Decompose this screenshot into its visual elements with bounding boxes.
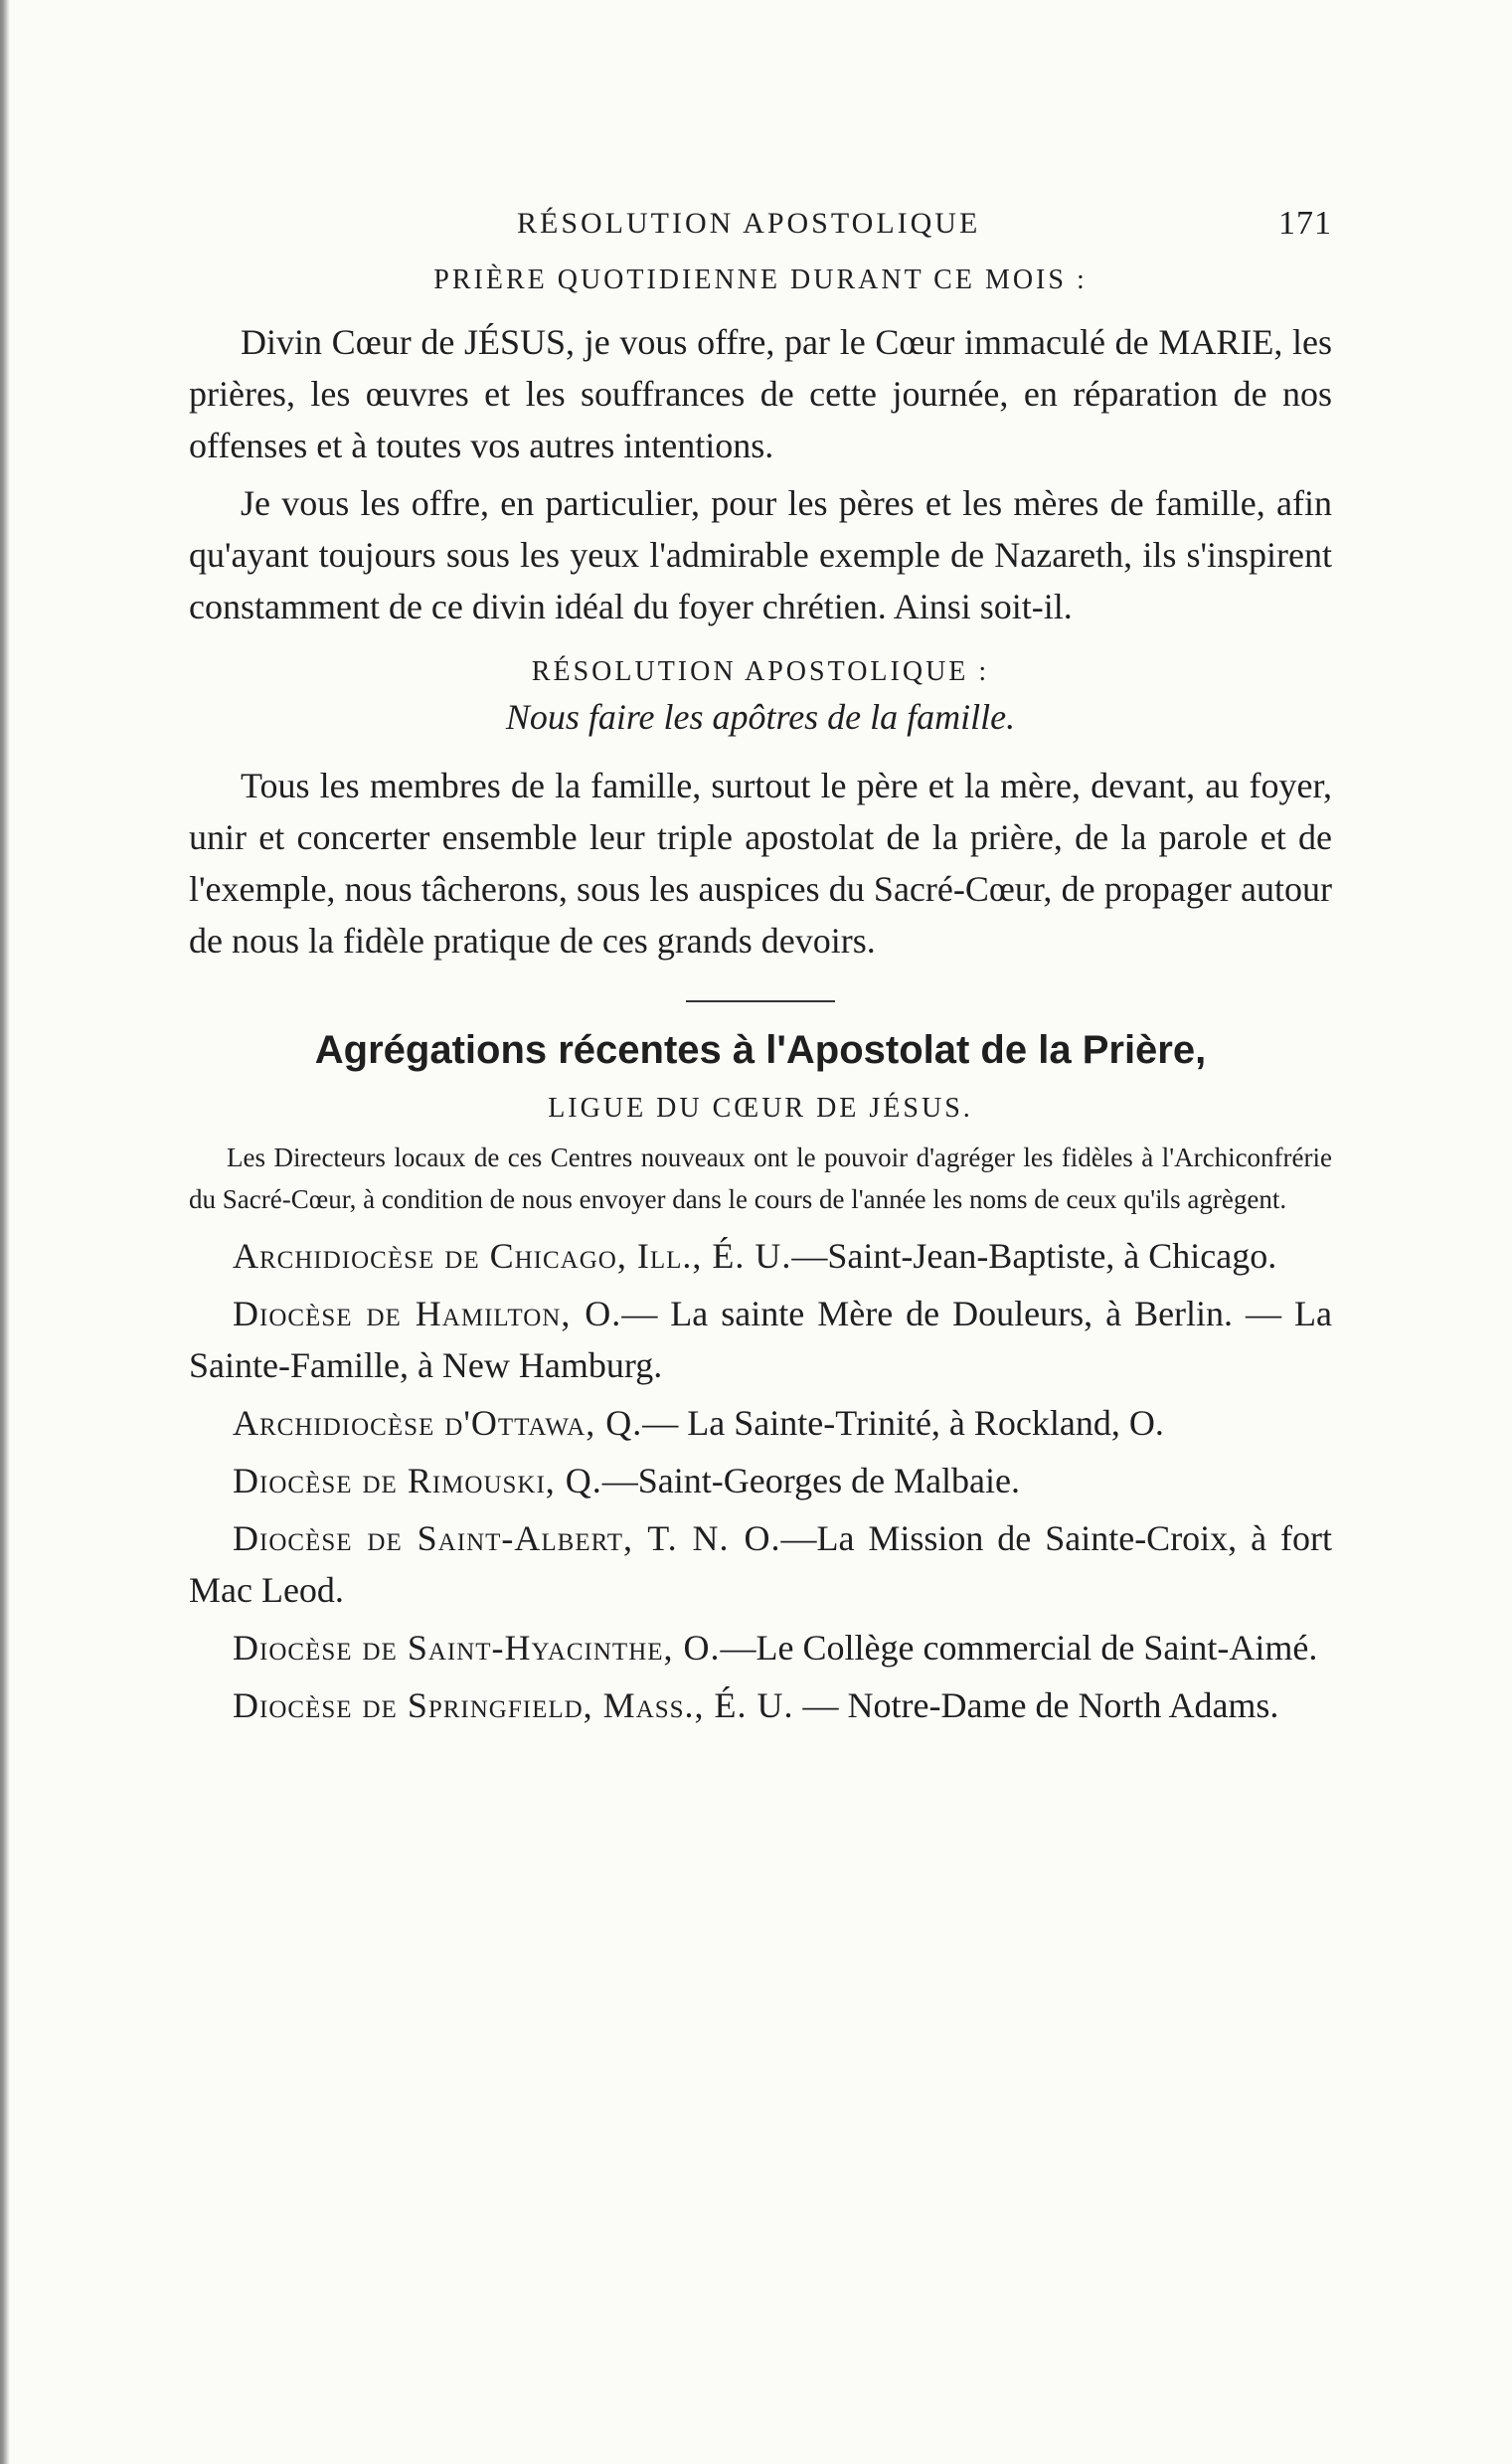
centre-name: —Le Collège commercial de Saint-Aimé. bbox=[720, 1628, 1318, 1668]
section-divider bbox=[686, 1000, 835, 1002]
list-item bbox=[189, 1512, 1332, 1616]
resolution-paragraph: Tous les membres de la famille, surtout le père et la mère, devant, au foyer, unir et concerter ensemble leur triple apostolat de la prière, de la parole et de l'exemple, nous tâcherons, sous les auspices du Sacré-Cœur, de propager autour de nous la fidèle pratique de ces grands devoirs. bbox=[189, 766, 1332, 961]
diocese-name: Diocèse de Springfield, Mass., É. U. bbox=[233, 1685, 794, 1725]
centre-name: — La sainte Mère de Douleurs, à Berlin. — La Sainte-Famille, à New Hamburg. bbox=[189, 1294, 1332, 1385]
diocese-name: Diocèse de Hamilton, O. bbox=[233, 1294, 622, 1333]
aggregation-list bbox=[189, 1230, 1332, 1731]
prayer-paragraph-2: Je vous les offre, en particulier, pour les pères et les mères de famille, afin qu'ayant toujours sous les yeux l'admirable exemple de Nazareth, ils s'inspirent constamment de ce divin idéal du foyer chrétien. Ainsi soit-il. bbox=[189, 483, 1332, 626]
diocese-name: Archidiocèse d'Ottawa, Q. bbox=[233, 1403, 643, 1443]
centre-name: — Notre-Dame de North Adams. bbox=[793, 1685, 1279, 1725]
prayer-paragraph-1: Divin Cœur de JÉSUS, je vous offre, par le Cœur immaculé de MARIE, les prières, les œuvres et les souffrances de cette journée, en réparation de nos offenses et à toutes vos autres intentions. bbox=[189, 322, 1332, 465]
running-head bbox=[189, 199, 1332, 259]
page-number: 171 bbox=[1278, 205, 1332, 242]
directors-notice: Les Directeurs locaux de ces Centres nouveaux ont le pouvoir d'agréger les fidèles à l'Archiconfrérie du Sacré-Cœur, à condition de nous envoyer dans le cours de l'année les noms de ceux qu'ils agrègent. bbox=[189, 1143, 1332, 1214]
running-head-title: RÉSOLUTION APOSTOLIQUE bbox=[517, 207, 981, 240]
list-item bbox=[189, 1288, 1332, 1391]
centre-name: —Saint-Georges de Malbaie. bbox=[601, 1461, 1021, 1500]
diocese-name: Diocèse de Saint-Albert, T. N. O. bbox=[233, 1518, 781, 1558]
prayer-heading: PRIÈRE QUOTIDIENNE DURANT CE MOIS : bbox=[433, 264, 1088, 295]
list-item bbox=[189, 1622, 1332, 1673]
diocese-name: Diocèse de Saint-Hyacinthe, O. bbox=[233, 1628, 721, 1668]
book-page bbox=[189, 199, 1332, 1731]
diocese-name: Diocèse de Rimouski, Q. bbox=[233, 1461, 602, 1500]
aggregations-subheading: LIGUE DU CŒUR DE JÉSUS. bbox=[548, 1093, 973, 1124]
resolution-heading: RÉSOLUTION APOSTOLIQUE : bbox=[531, 656, 990, 687]
centre-name: —La Mission de Sainte-Croix, à fort Mac Leod. bbox=[189, 1518, 1332, 1610]
centre-name: — La Sainte-Trinité, à Rockland, O. bbox=[642, 1403, 1164, 1443]
centre-name: —Saint-Jean-Baptiste, à Chicago. bbox=[791, 1236, 1277, 1276]
list-item bbox=[189, 1679, 1332, 1731]
aggregations-heading: Agrégations récentes à l'Apostolat de la Prière, bbox=[314, 1028, 1207, 1072]
resolution-text: Nous faire les apôtres de la famille. bbox=[505, 697, 1016, 737]
diocese-name: Archidiocèse de Chicago, Ill., É. U. bbox=[233, 1236, 792, 1276]
page-edge-shadow bbox=[0, 0, 14, 2464]
list-item bbox=[189, 1455, 1332, 1506]
list-item bbox=[189, 1397, 1332, 1449]
list-item bbox=[189, 1230, 1332, 1282]
